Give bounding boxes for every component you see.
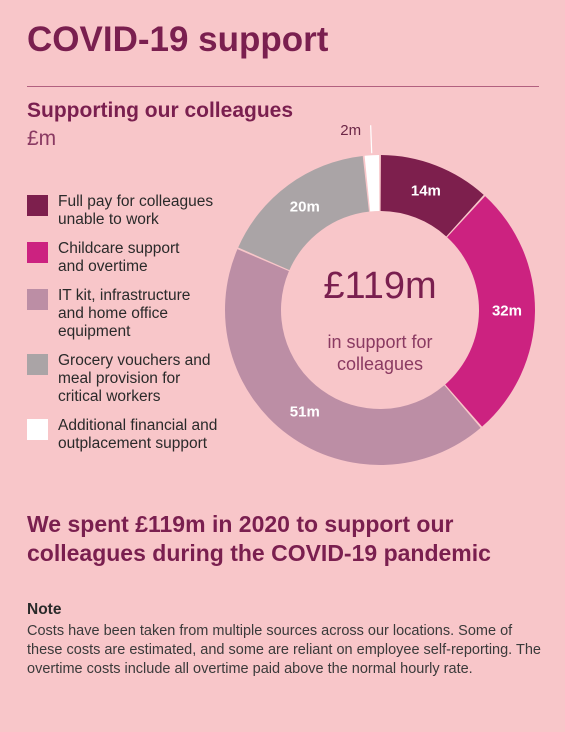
legend-swatch bbox=[27, 419, 48, 440]
headline: We spent £119m in 2020 to support our colleagues during the COVID-19 pandemic bbox=[27, 511, 491, 566]
slice-label: 14m bbox=[410, 182, 441, 200]
title-divider bbox=[27, 86, 539, 87]
legend-swatch bbox=[27, 242, 48, 263]
legend-swatch bbox=[27, 354, 48, 375]
legend-item bbox=[27, 417, 247, 453]
note-title: Note bbox=[27, 601, 62, 618]
legend-label: Grocery vouchers and meal provision for critical workers bbox=[58, 352, 211, 405]
legend-item bbox=[27, 287, 247, 341]
slice-label: 2m bbox=[340, 122, 362, 140]
legend-item bbox=[27, 240, 247, 276]
chart-legend bbox=[27, 193, 247, 464]
center-caption: in support for bbox=[327, 332, 433, 352]
slice-label: 51m bbox=[289, 403, 320, 421]
leader-line bbox=[371, 125, 372, 153]
chart-subtitle: Supporting our colleagues bbox=[27, 99, 294, 122]
legend-swatch bbox=[27, 289, 48, 310]
page-title: COVID-19 support bbox=[27, 20, 329, 59]
slice-label: 32m bbox=[491, 302, 523, 320]
legend-swatch bbox=[27, 195, 48, 216]
legend-label: Childcare support and overtime bbox=[58, 240, 180, 275]
center-caption: colleagues bbox=[336, 354, 424, 374]
note-body: Costs have been taken from multiple sources across our locations. Some of these costs are estimated, and some are reliant on employee self-reporting. The overtime costs include all overtime paid above the normal hourly rate. bbox=[27, 623, 541, 677]
center-total: £119m bbox=[323, 265, 437, 307]
chart-unit: £m bbox=[27, 127, 57, 150]
legend-label: Additional financial and outplacement support bbox=[58, 417, 218, 452]
legend-label: IT kit, infrastructure and home office equipment bbox=[58, 287, 191, 340]
legend-item bbox=[27, 352, 247, 406]
slice-label: 20m bbox=[289, 198, 320, 216]
legend-label: Full pay for colleagues unable to work bbox=[58, 193, 214, 228]
legend-item bbox=[27, 193, 247, 229]
donut-chart bbox=[230, 122, 550, 485]
